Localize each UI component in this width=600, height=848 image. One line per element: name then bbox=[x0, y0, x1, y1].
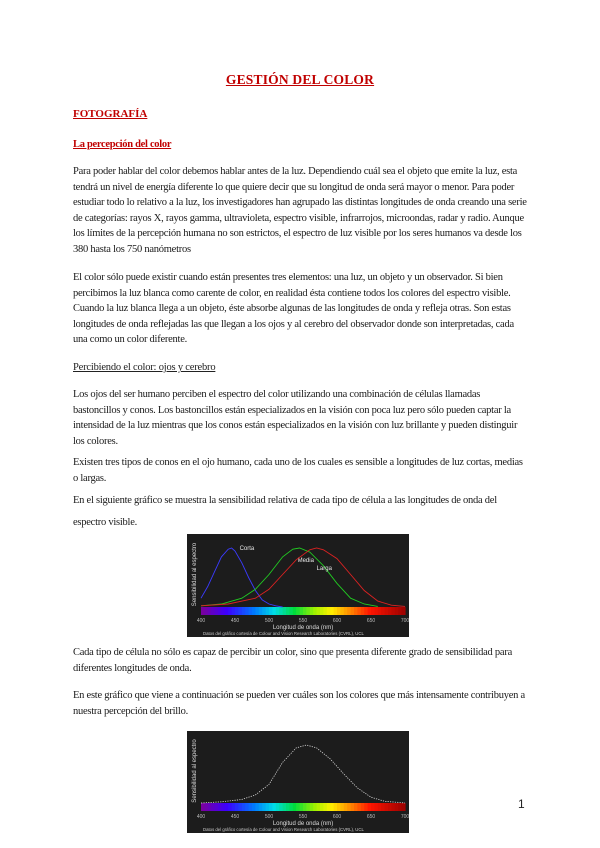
spectrum-segment bbox=[208, 803, 212, 811]
x-tick-label: 600 bbox=[332, 618, 342, 624]
spectrum-segment bbox=[245, 803, 249, 811]
spectrum-segment bbox=[395, 803, 399, 811]
spectrum-segment bbox=[361, 607, 365, 615]
spectrum-segment bbox=[204, 803, 208, 811]
spectrum-segment bbox=[252, 607, 256, 615]
x-tick-label: 500 bbox=[264, 618, 274, 624]
brightness-sensitivity-chart bbox=[187, 731, 409, 833]
spectrum-segment bbox=[310, 607, 314, 615]
spectrum-segment bbox=[208, 607, 212, 615]
spectrum-segment bbox=[340, 803, 344, 811]
spectrum-segment bbox=[276, 607, 280, 615]
spectrum-band bbox=[201, 607, 406, 615]
spectrum-segment bbox=[303, 803, 307, 811]
spectrum-segment bbox=[378, 607, 382, 615]
spectrum-segment bbox=[245, 607, 249, 615]
paragraph-rods-cones: Los ojos del ser humano perciben el espectro del color utilizando una combinación de células llamadas bastoncillos y conos. Los bastoncillos están especializados en la visión con poca luz pero sólo pueden captar la intensidad de la luz mientras que los conos están especializados en la visión con luz brillante y pueden distinguir los colores. bbox=[73, 389, 518, 447]
spectrum-segment bbox=[218, 803, 222, 811]
spectrum-segment bbox=[374, 607, 378, 615]
spectrum-segment bbox=[242, 803, 246, 811]
spectrum-segment bbox=[235, 803, 239, 811]
spectrum-segment bbox=[255, 803, 259, 811]
x-tick-label: 550 bbox=[298, 618, 308, 624]
spectrum-segment bbox=[269, 803, 273, 811]
spectrum-segment bbox=[293, 803, 297, 811]
subsection-heading: La percepción del color bbox=[73, 139, 172, 150]
spectrum-segment bbox=[289, 803, 293, 811]
spectrum-segment bbox=[272, 607, 276, 615]
paragraph-brightness-intro: En este gráfico que viene a continuación se pueden ver cuáles son los colores que más intensamente contribuyen a nuestra percepción del brillo. bbox=[73, 690, 525, 717]
x-tick-label: 450 bbox=[230, 618, 240, 624]
spectrum-segment bbox=[269, 607, 273, 615]
spectrum-segment bbox=[238, 803, 242, 811]
spectrum-segment bbox=[306, 607, 310, 615]
paragraph-cone-types: Existen tres tipos de conos en el ojo humano, cada uno de los cuales es sensible a longitudes de luz cortas, medias o largas. bbox=[73, 457, 523, 484]
spectrum-segment bbox=[252, 803, 256, 811]
series-label-media: Media bbox=[297, 558, 314, 564]
paragraph-cell-sensitivity: Cada tipo de célula no sólo es capaz de percibir un color, sino que presenta diferente grado de sensibilidad para diferentes longitudes de onda. bbox=[73, 647, 512, 674]
series-line-larga bbox=[201, 548, 405, 606]
cone-sensitivity-svg bbox=[187, 534, 409, 637]
x-tick-label: 450 bbox=[230, 814, 240, 820]
spectrum-segment bbox=[218, 607, 222, 615]
paragraph-chart-intro: En el siguiente gráfico se muestra la sensibilidad relativa de cada tipo de célula a las longitudes de onda del espectro visible. bbox=[73, 495, 497, 528]
page-number: 1 bbox=[518, 797, 525, 811]
paragraph-color-elements: El color sólo puede existir cuando están presentes tres elementos: una luz, un objeto y un observador. Si bien percibimos la luz blanca como carente de color, en realidad ésta contiene todos los colores del espectro visible. Cuando la luz blanca llega a un objeto, éste absorbe algunas de las longitudes de onda y refleja otras. Son estas longitudes de onda reflejadas las que llegan a los ojos y al cerebro del observador donde son interpretadas, cada una como un color diferente. bbox=[73, 272, 514, 346]
spectrum-segment bbox=[221, 607, 225, 615]
spectrum-segment bbox=[225, 607, 229, 615]
x-axis-label: Longitud de onda (nm) bbox=[272, 821, 334, 827]
spectrum-segment bbox=[228, 607, 232, 615]
spectrum-segment bbox=[259, 803, 263, 811]
spectrum-segment bbox=[276, 803, 280, 811]
paragraph-light: Para poder hablar del color debemos hablar antes de la luz. Dependiendo cuál sea el objeto que emite la luz, esta tendrá un nivel de energía diferente lo que quiere decir que su longitud de onda será mayor o menor. Para poder estudiar todo lo relativo a la luz, los investigadores han agrupado las distintas longitudes de onda creando una serie de categorías: rayos X, rayos gamma, ultravioleta, espectro visible, infrarrojos, microondas, radar y radio. Aunque los límites de la percepción humana no son estrictos, el espectro de luz visible por los seres humanos va desde los 380 hasta los 750 nanómetros bbox=[73, 166, 527, 255]
spectrum-segment bbox=[374, 803, 378, 811]
y-axis-label: Sensibilidad al espectro bbox=[192, 739, 198, 803]
spectrum-segment bbox=[402, 607, 406, 615]
spectrum-segment bbox=[378, 803, 382, 811]
spectrum-segment bbox=[201, 607, 205, 615]
spectrum-segment bbox=[228, 803, 232, 811]
spectrum-segment bbox=[201, 803, 205, 811]
x-tick-label: 400 bbox=[196, 814, 206, 820]
spectrum-segment bbox=[357, 803, 361, 811]
x-tick-label: 500 bbox=[264, 814, 274, 820]
spectrum-segment bbox=[344, 803, 348, 811]
spectrum-segment bbox=[391, 607, 395, 615]
series-line-brillo bbox=[201, 745, 405, 803]
spectrum-segment bbox=[357, 607, 361, 615]
spectrum-segment bbox=[204, 607, 208, 615]
spectrum-segment bbox=[293, 607, 297, 615]
spectrum-segment bbox=[361, 803, 365, 811]
spectrum-segment bbox=[323, 803, 327, 811]
spectrum-segment bbox=[221, 803, 225, 811]
spectrum-segment bbox=[235, 607, 239, 615]
y-axis-label: Sensibilidad al espectro bbox=[192, 542, 198, 607]
series-label-corta: Corta bbox=[239, 546, 255, 552]
spectrum-segment bbox=[395, 607, 399, 615]
spectrum-segment bbox=[255, 607, 259, 615]
spectrum-segment bbox=[310, 803, 314, 811]
chart-caption: Datos del gráfico cortesía de Colour and Vision Research Laboratories (CVRL), UCL bbox=[203, 827, 364, 832]
spectrum-segment bbox=[242, 607, 246, 615]
chart-caption: Datos del gráfico cortesía de Colour and Vision Research Laboratories (CVRL), UCL bbox=[203, 631, 364, 636]
page-title: GESTIÓN DEL COLOR bbox=[225, 72, 375, 87]
x-tick-label: 650 bbox=[366, 618, 376, 624]
spectrum-segment bbox=[211, 803, 215, 811]
spectrum-segment bbox=[327, 803, 331, 811]
spectrum-segment bbox=[272, 803, 276, 811]
spectrum-segment bbox=[211, 607, 215, 615]
spectrum-segment bbox=[286, 803, 290, 811]
x-tick-label: 550 bbox=[298, 814, 308, 820]
spectrum-segment bbox=[259, 607, 263, 615]
spectrum-segment bbox=[306, 803, 310, 811]
spectrum-segment bbox=[323, 607, 327, 615]
spectrum-segment bbox=[402, 803, 406, 811]
cone-sensitivity-chart bbox=[187, 534, 409, 637]
spectrum-segment bbox=[344, 607, 348, 615]
spectrum-segment bbox=[340, 607, 344, 615]
spectrum-segment bbox=[286, 607, 290, 615]
spectrum-segment bbox=[289, 607, 293, 615]
x-tick-label: 400 bbox=[196, 618, 206, 624]
section-heading: FOTOGRAFÍA bbox=[73, 108, 148, 120]
x-axis-label: Longitud de onda (nm) bbox=[272, 625, 334, 631]
x-tick-label: 700 bbox=[400, 814, 409, 820]
x-tick-label: 700 bbox=[400, 618, 409, 624]
spectrum-segment bbox=[238, 607, 242, 615]
spectrum-segment bbox=[391, 803, 395, 811]
spectrum-segment bbox=[327, 607, 331, 615]
x-tick-label: 650 bbox=[366, 814, 376, 820]
series-label-larga: Larga bbox=[316, 566, 332, 572]
spectrum-band bbox=[201, 803, 406, 811]
spectrum-segment bbox=[225, 803, 229, 811]
spectrum-segment bbox=[303, 607, 307, 615]
series-line-media bbox=[201, 548, 378, 606]
subheading-eyes-brain: Percibiendo el color: ojos y cerebro bbox=[73, 362, 216, 373]
brightness-sensitivity-svg bbox=[187, 731, 409, 833]
x-tick-label: 600 bbox=[332, 814, 342, 820]
